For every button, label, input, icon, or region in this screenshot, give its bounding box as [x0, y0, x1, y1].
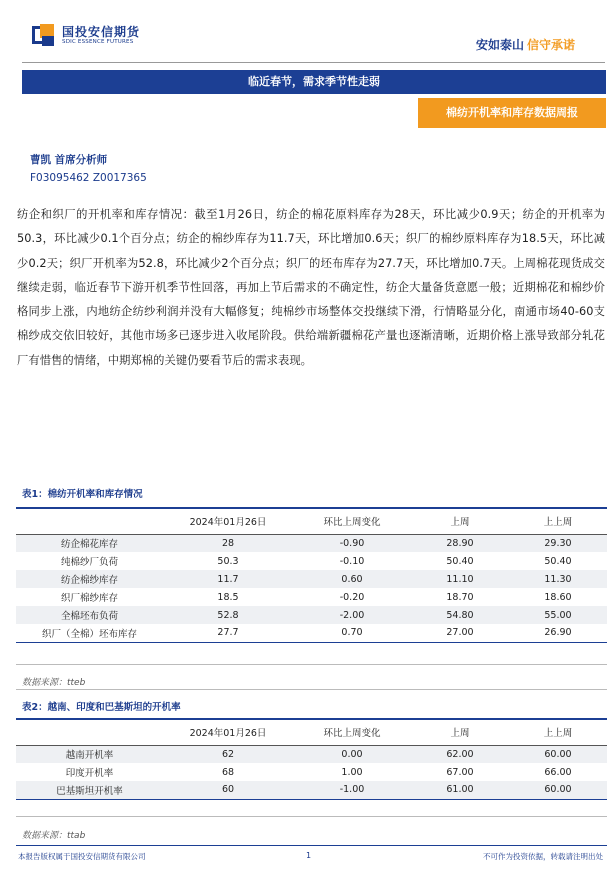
- footer-divider: [16, 845, 607, 846]
- cell-current: 11.7: [163, 570, 293, 588]
- divider: [16, 664, 607, 665]
- company-logo: [32, 24, 140, 46]
- table2-header-cell: 上上周: [509, 719, 607, 745]
- row-label: 织厂棉纱库存: [60, 593, 118, 604]
- cell-change: 1.00: [341, 766, 363, 778]
- divider: [16, 689, 607, 690]
- cell-change: -0.90: [293, 534, 411, 552]
- slogan: [476, 36, 575, 53]
- table1-source: 数据来源：tteb: [22, 678, 86, 688]
- table1-header-row: [16, 508, 607, 534]
- cell-two-weeks-ago: 18.60: [544, 591, 572, 603]
- table2-header-cell: 环比上周变化: [293, 719, 411, 745]
- cell-current: 28: [163, 534, 293, 552]
- footer-disclaimer: 不可作为投资依据，转载请注明出处: [483, 852, 603, 861]
- cell-change: -1.00: [293, 781, 411, 799]
- table-row: [16, 570, 607, 588]
- row-label: 全棉坯布负荷: [16, 606, 163, 624]
- table1-header-cell: [16, 508, 163, 534]
- cell-last-week: 27.00: [411, 624, 509, 642]
- cell-change: 0.00: [293, 745, 411, 763]
- cell-change: 0.70: [293, 624, 411, 642]
- cell-two-weeks-ago: 60.00: [509, 745, 607, 763]
- row-label: 印度开机率: [65, 768, 114, 779]
- cell-two-weeks-ago: 11.30: [509, 570, 607, 588]
- row-label: 织厂（全棉）坯布库存: [16, 624, 163, 642]
- table-row: [16, 624, 607, 642]
- report-type-tag: 棉纺开机率和库存数据周报: [418, 98, 606, 128]
- table-row: [16, 588, 607, 606]
- table1-caption: 表1：棉纺开机率和库存情况: [22, 489, 143, 500]
- table2-header-row: [16, 719, 607, 745]
- cell-current: 27.7: [163, 624, 293, 642]
- cell-current: 18.5: [217, 591, 239, 603]
- row-label: 纺企棉花库存: [16, 534, 163, 552]
- cell-last-week: 61.00: [411, 781, 509, 799]
- slogan-part2: 信守承诺: [526, 38, 575, 52]
- cell-last-week: 54.80: [411, 606, 509, 624]
- cell-current: 68: [221, 766, 235, 778]
- logo-name-cn: 国投安信期货: [62, 24, 141, 39]
- table2-header-cell: [16, 719, 163, 745]
- cell-change: -0.10: [339, 555, 365, 567]
- cell-two-weeks-ago: 29.30: [509, 534, 607, 552]
- divider: [16, 816, 607, 817]
- table2-header-cell: 2024年01月26日: [163, 719, 293, 745]
- row-label: 纺企棉纱库存: [16, 570, 163, 588]
- cell-change: -0.20: [339, 591, 365, 603]
- table1-header-cell: 2024年01月26日: [163, 508, 293, 534]
- cell-two-weeks-ago: 50.40: [544, 555, 572, 567]
- slogan-part1: 安如泰山: [475, 38, 524, 52]
- cell-last-week: 62.00: [411, 745, 509, 763]
- logo-name-en: SDIC ESSENCE FUTURES: [62, 38, 134, 45]
- table1-header-cell: 环比上周变化: [293, 508, 411, 534]
- table-row: [16, 781, 607, 799]
- table1-header-cell: 上上周: [509, 508, 607, 534]
- cell-current: 62: [163, 745, 293, 763]
- table-row: [16, 745, 607, 763]
- row-label: 纯棉纱厂负荷: [60, 557, 118, 568]
- header-divider: [22, 62, 605, 63]
- table2-source: 数据来源：ttab: [22, 831, 86, 841]
- summary-paragraph: 纺企和织厂的开机率和库存情况：截至1月26日，纺企的棉花原料库存为28天，环比减少0.9天；纺企的开机率为50.3，环比减少0.1个百分点；纺企的棉纱库存为11.7天，环比增加0.6天；织厂的棉纱原料库存为18.5天，环比减少0.2天；织厂开机率为52.8，环比减少2个百分点；织厂的坯布库存为27.7天，环比增加0.7天。上周棉花现货成交继续走弱，临近春节下游开机季节性回落，再加上节后需求的不确定性，纺企大量备货意愿一般；近期棉花和棉纱价格同步上涨，内地纺企纺纱利润并没有大幅修复；纯棉纱市场整体交投继续下滑，行情略显分化，南通市场40-60支棉纱成交依旧较好，其他市场多已逐步进入收尾阶段。供给端新疆棉花产量也逐渐清晰，近期价格上涨导致部分轧花厂有惜售的情绪，中期郑棉的关键仍要看节后的需求表现。: [17, 208, 605, 367]
- cell-change: -2.00: [293, 606, 411, 624]
- cell-change: 0.60: [293, 570, 411, 588]
- footer-copyright: 本报告版权属于国投安信期货有限公司: [18, 852, 146, 861]
- author-certificates: F03095462 Z0017365: [30, 172, 147, 184]
- table1-header-cell: 上周: [411, 508, 509, 534]
- table-row: [16, 763, 607, 781]
- table2-caption: 表2：越南、印度和巴基斯坦的开机率: [22, 702, 181, 713]
- row-label: 巴基斯坦开机率: [16, 781, 163, 799]
- author-name: 曹凯 首席分析师: [30, 154, 108, 166]
- table-row: [16, 534, 607, 552]
- cell-two-weeks-ago: 55.00: [509, 606, 607, 624]
- cell-last-week: 11.10: [411, 570, 509, 588]
- row-label: 越南开机率: [16, 745, 163, 763]
- logo-mark-icon: [32, 24, 56, 46]
- page-number: 1: [306, 851, 312, 860]
- cell-last-week: 67.00: [446, 766, 474, 778]
- cell-two-weeks-ago: 26.90: [509, 624, 607, 642]
- cell-current: 60: [163, 781, 293, 799]
- cell-last-week: 50.40: [446, 555, 474, 567]
- cell-last-week: 18.70: [446, 591, 474, 603]
- table2-header-cell: 上周: [411, 719, 509, 745]
- cell-last-week: 28.90: [411, 534, 509, 552]
- cell-current: 50.3: [217, 555, 239, 567]
- table-row: [16, 552, 607, 570]
- table1-cotton-spinning-rates: [16, 507, 607, 643]
- cell-two-weeks-ago: 60.00: [509, 781, 607, 799]
- table-row: [16, 606, 607, 624]
- table2-country-operating-rates: [16, 718, 607, 800]
- report-title: 临近春节，需求季节性走弱: [22, 70, 606, 94]
- cell-two-weeks-ago: 66.00: [544, 766, 572, 778]
- cell-current: 52.8: [163, 606, 293, 624]
